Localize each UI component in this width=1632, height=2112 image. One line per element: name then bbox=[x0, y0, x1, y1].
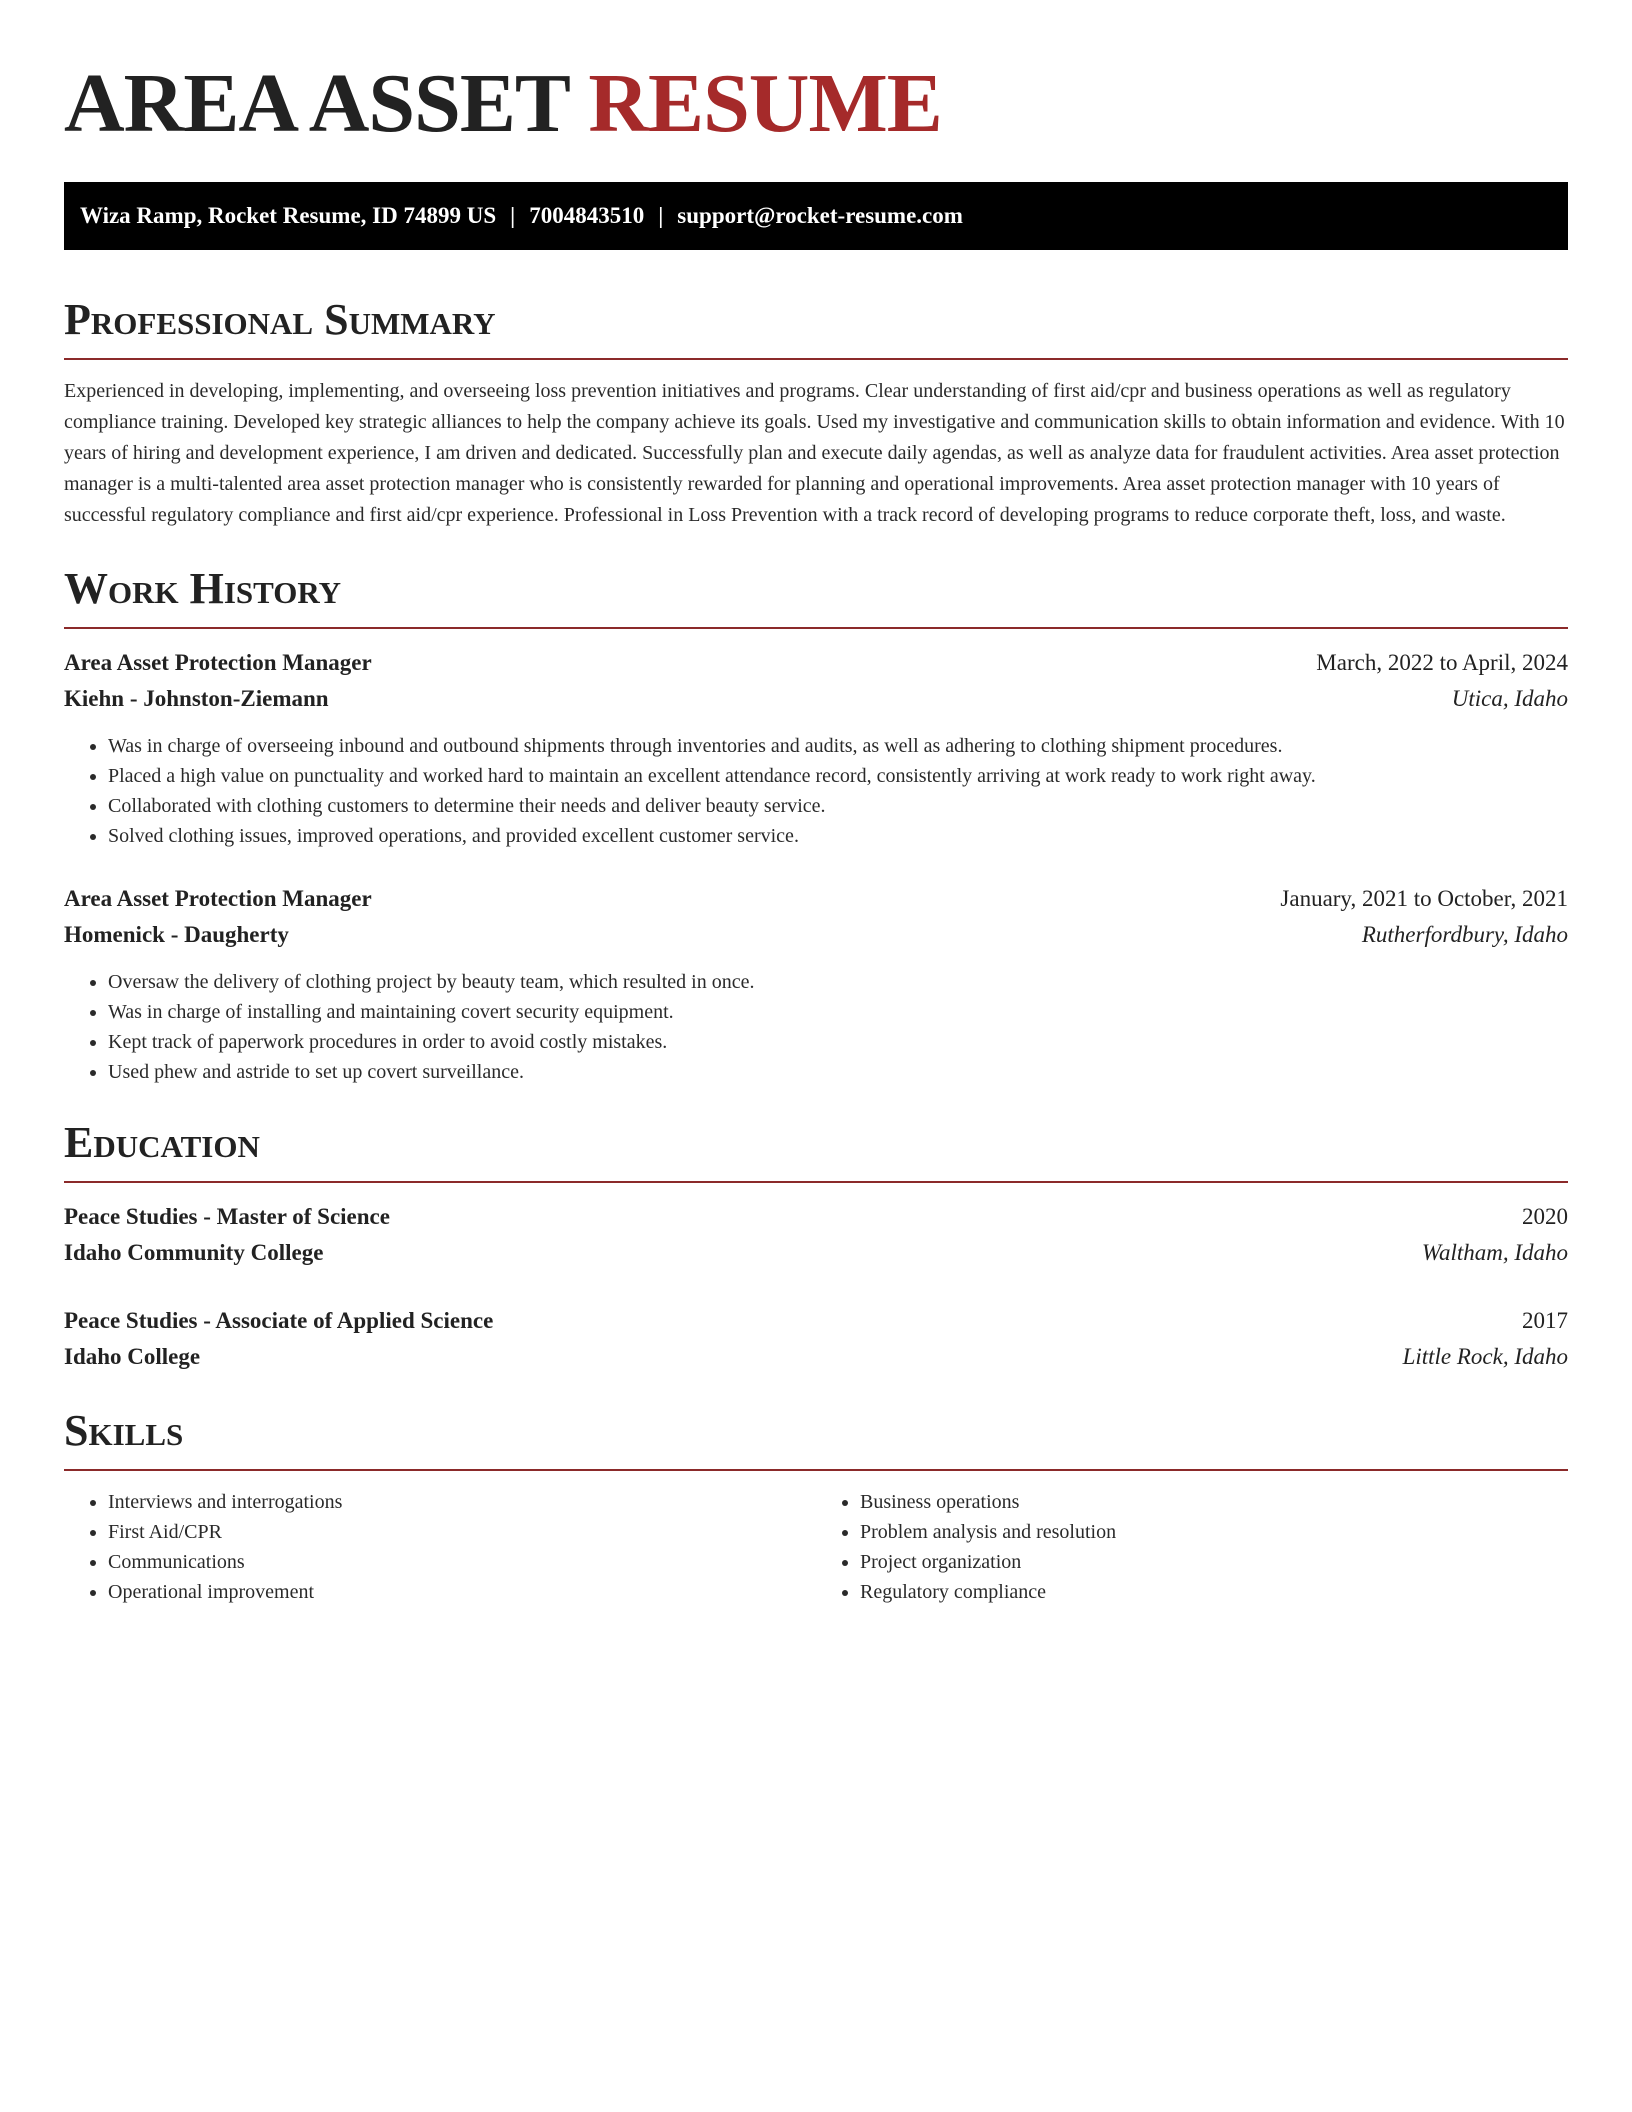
contact-email: support@rocket-resume.com bbox=[677, 203, 963, 228]
skills-section bbox=[64, 1405, 1568, 1607]
education-heading: Education bbox=[64, 1117, 1568, 1183]
job-dates: January, 2021 to October, 2021 bbox=[1280, 886, 1568, 911]
job-bullet: • Kept track of paperwork procedures in order to avoid costly mistakes. bbox=[108, 1027, 1568, 1057]
work-history-section bbox=[64, 563, 1568, 1087]
skill-item: • Problem analysis and resolution bbox=[860, 1517, 1568, 1547]
skills-list bbox=[816, 1487, 1568, 1607]
summary-heading: Professional Summary bbox=[64, 294, 1568, 360]
skill-item: • First Aid/CPR bbox=[108, 1517, 816, 1547]
work-history-heading: Work History bbox=[64, 563, 1568, 629]
education-location: Little Rock, Idaho bbox=[1402, 1344, 1568, 1369]
resume-title bbox=[64, 0, 1568, 150]
education-entry bbox=[64, 1199, 1568, 1271]
job-title: Area Asset Protection Manager bbox=[64, 650, 372, 675]
job-header-row bbox=[64, 645, 1568, 681]
education-school-row bbox=[64, 1235, 1568, 1271]
job-bullet: • Oversaw the delivery of clothing project by beauty team, which resulted in once. bbox=[108, 967, 1568, 997]
education-school: Idaho Community College bbox=[64, 1240, 324, 1265]
education-degree-row bbox=[64, 1199, 1568, 1235]
job-title: Area Asset Protection Manager bbox=[64, 886, 372, 911]
skills-column-left bbox=[64, 1487, 816, 1607]
job-bullet-list bbox=[64, 967, 1568, 1087]
skill-item: • Business operations bbox=[860, 1487, 1568, 1517]
job-bullet: • Solved clothing issues, improved operations, and provided excellent customer service. bbox=[108, 821, 1568, 851]
education-year: 2020 bbox=[1522, 1204, 1568, 1229]
education-degree: Peace Studies - Master of Science bbox=[64, 1204, 390, 1229]
job-company: Homenick - Daugherty bbox=[64, 922, 289, 947]
education-section bbox=[64, 1117, 1568, 1375]
summary-text: Experienced in developing, implementing, and overseeing loss prevention initiatives and programs. Clear understanding of first aid/cpr and business operations as well as regulatory compliance training. Developed key strategic alliances to help the company achieve its goals. Used my investigative and communication skills to obtain information and evidence. With 10 years of hiring and development experience, I am driven and dedicated. Successfully plan and execute daily agendas, as well as analyze data for fraudulent activities. Area asset protection manager is a multi-talented area asset protection manager who is consistently rewarded for planning and operational improvements. Area asset protection manager with 10 years of successful regulatory compliance and first aid/cpr experience. Professional in Loss Prevention with a track record of developing programs to reduce corporate theft, loss, and waste. bbox=[64, 380, 1565, 526]
job-bullet: • Used phew and astride to set up covert surveillance. bbox=[108, 1057, 1568, 1087]
job-dates: March, 2022 to April, 2024 bbox=[1316, 650, 1568, 675]
job-company-row bbox=[64, 917, 1568, 953]
job-company: Kiehn - Johnston-Ziemann bbox=[64, 686, 329, 711]
title-accent: RESUME bbox=[588, 57, 942, 150]
skill-item: • Interviews and interrogations bbox=[108, 1487, 816, 1517]
education-location: Waltham, Idaho bbox=[1421, 1240, 1568, 1265]
education-degree: Peace Studies - Associate of Applied Science bbox=[64, 1308, 494, 1333]
title-main: AREA ASSET bbox=[64, 57, 569, 150]
skill-item: • Project organization bbox=[860, 1547, 1568, 1577]
contact-separator: | bbox=[658, 203, 664, 228]
skill-item: • Regulatory compliance bbox=[860, 1577, 1568, 1607]
job-header-row bbox=[64, 881, 1568, 917]
skills-column-right bbox=[816, 1487, 1568, 1607]
education-entry bbox=[64, 1303, 1568, 1375]
skill-item: • Operational improvement bbox=[108, 1577, 816, 1607]
summary-section bbox=[64, 294, 1568, 531]
job-bullet: • Was in charge of overseeing inbound and outbound shipments through inventories and audits, as well as adhering to clothing shipment procedures. bbox=[108, 731, 1568, 761]
job-bullet: • Was in charge of installing and maintaining covert security equipment. bbox=[108, 997, 1568, 1027]
skills-heading: Skills bbox=[64, 1405, 1568, 1471]
job-location: Utica, Idaho bbox=[1451, 686, 1568, 711]
job-entry bbox=[64, 645, 1568, 851]
contact-address: Wiza Ramp, Rocket Resume, ID 74899 US bbox=[80, 203, 497, 228]
job-bullet: • Collaborated with clothing customers to determine their needs and deliver beauty service. bbox=[108, 791, 1568, 821]
skills-grid bbox=[64, 1487, 1568, 1607]
skill-item: • Communications bbox=[108, 1547, 816, 1577]
education-degree-row bbox=[64, 1303, 1568, 1339]
education-school: Idaho College bbox=[64, 1344, 201, 1369]
job-bullet-list bbox=[64, 731, 1568, 851]
job-location: Rutherfordbury, Idaho bbox=[1361, 922, 1568, 947]
education-year: 2017 bbox=[1522, 1308, 1568, 1333]
job-bullet: • Placed a high value on punctuality and worked hard to maintain an excellent attendance record, consistently arriving at work ready to work right away. bbox=[108, 761, 1568, 791]
contact-bar bbox=[64, 182, 1568, 250]
job-entry bbox=[64, 881, 1568, 1087]
education-school-row bbox=[64, 1339, 1568, 1375]
job-company-row bbox=[64, 681, 1568, 717]
contact-phone: 7004843510 bbox=[529, 203, 645, 228]
skills-list bbox=[64, 1487, 816, 1607]
contact-separator: | bbox=[510, 203, 516, 228]
